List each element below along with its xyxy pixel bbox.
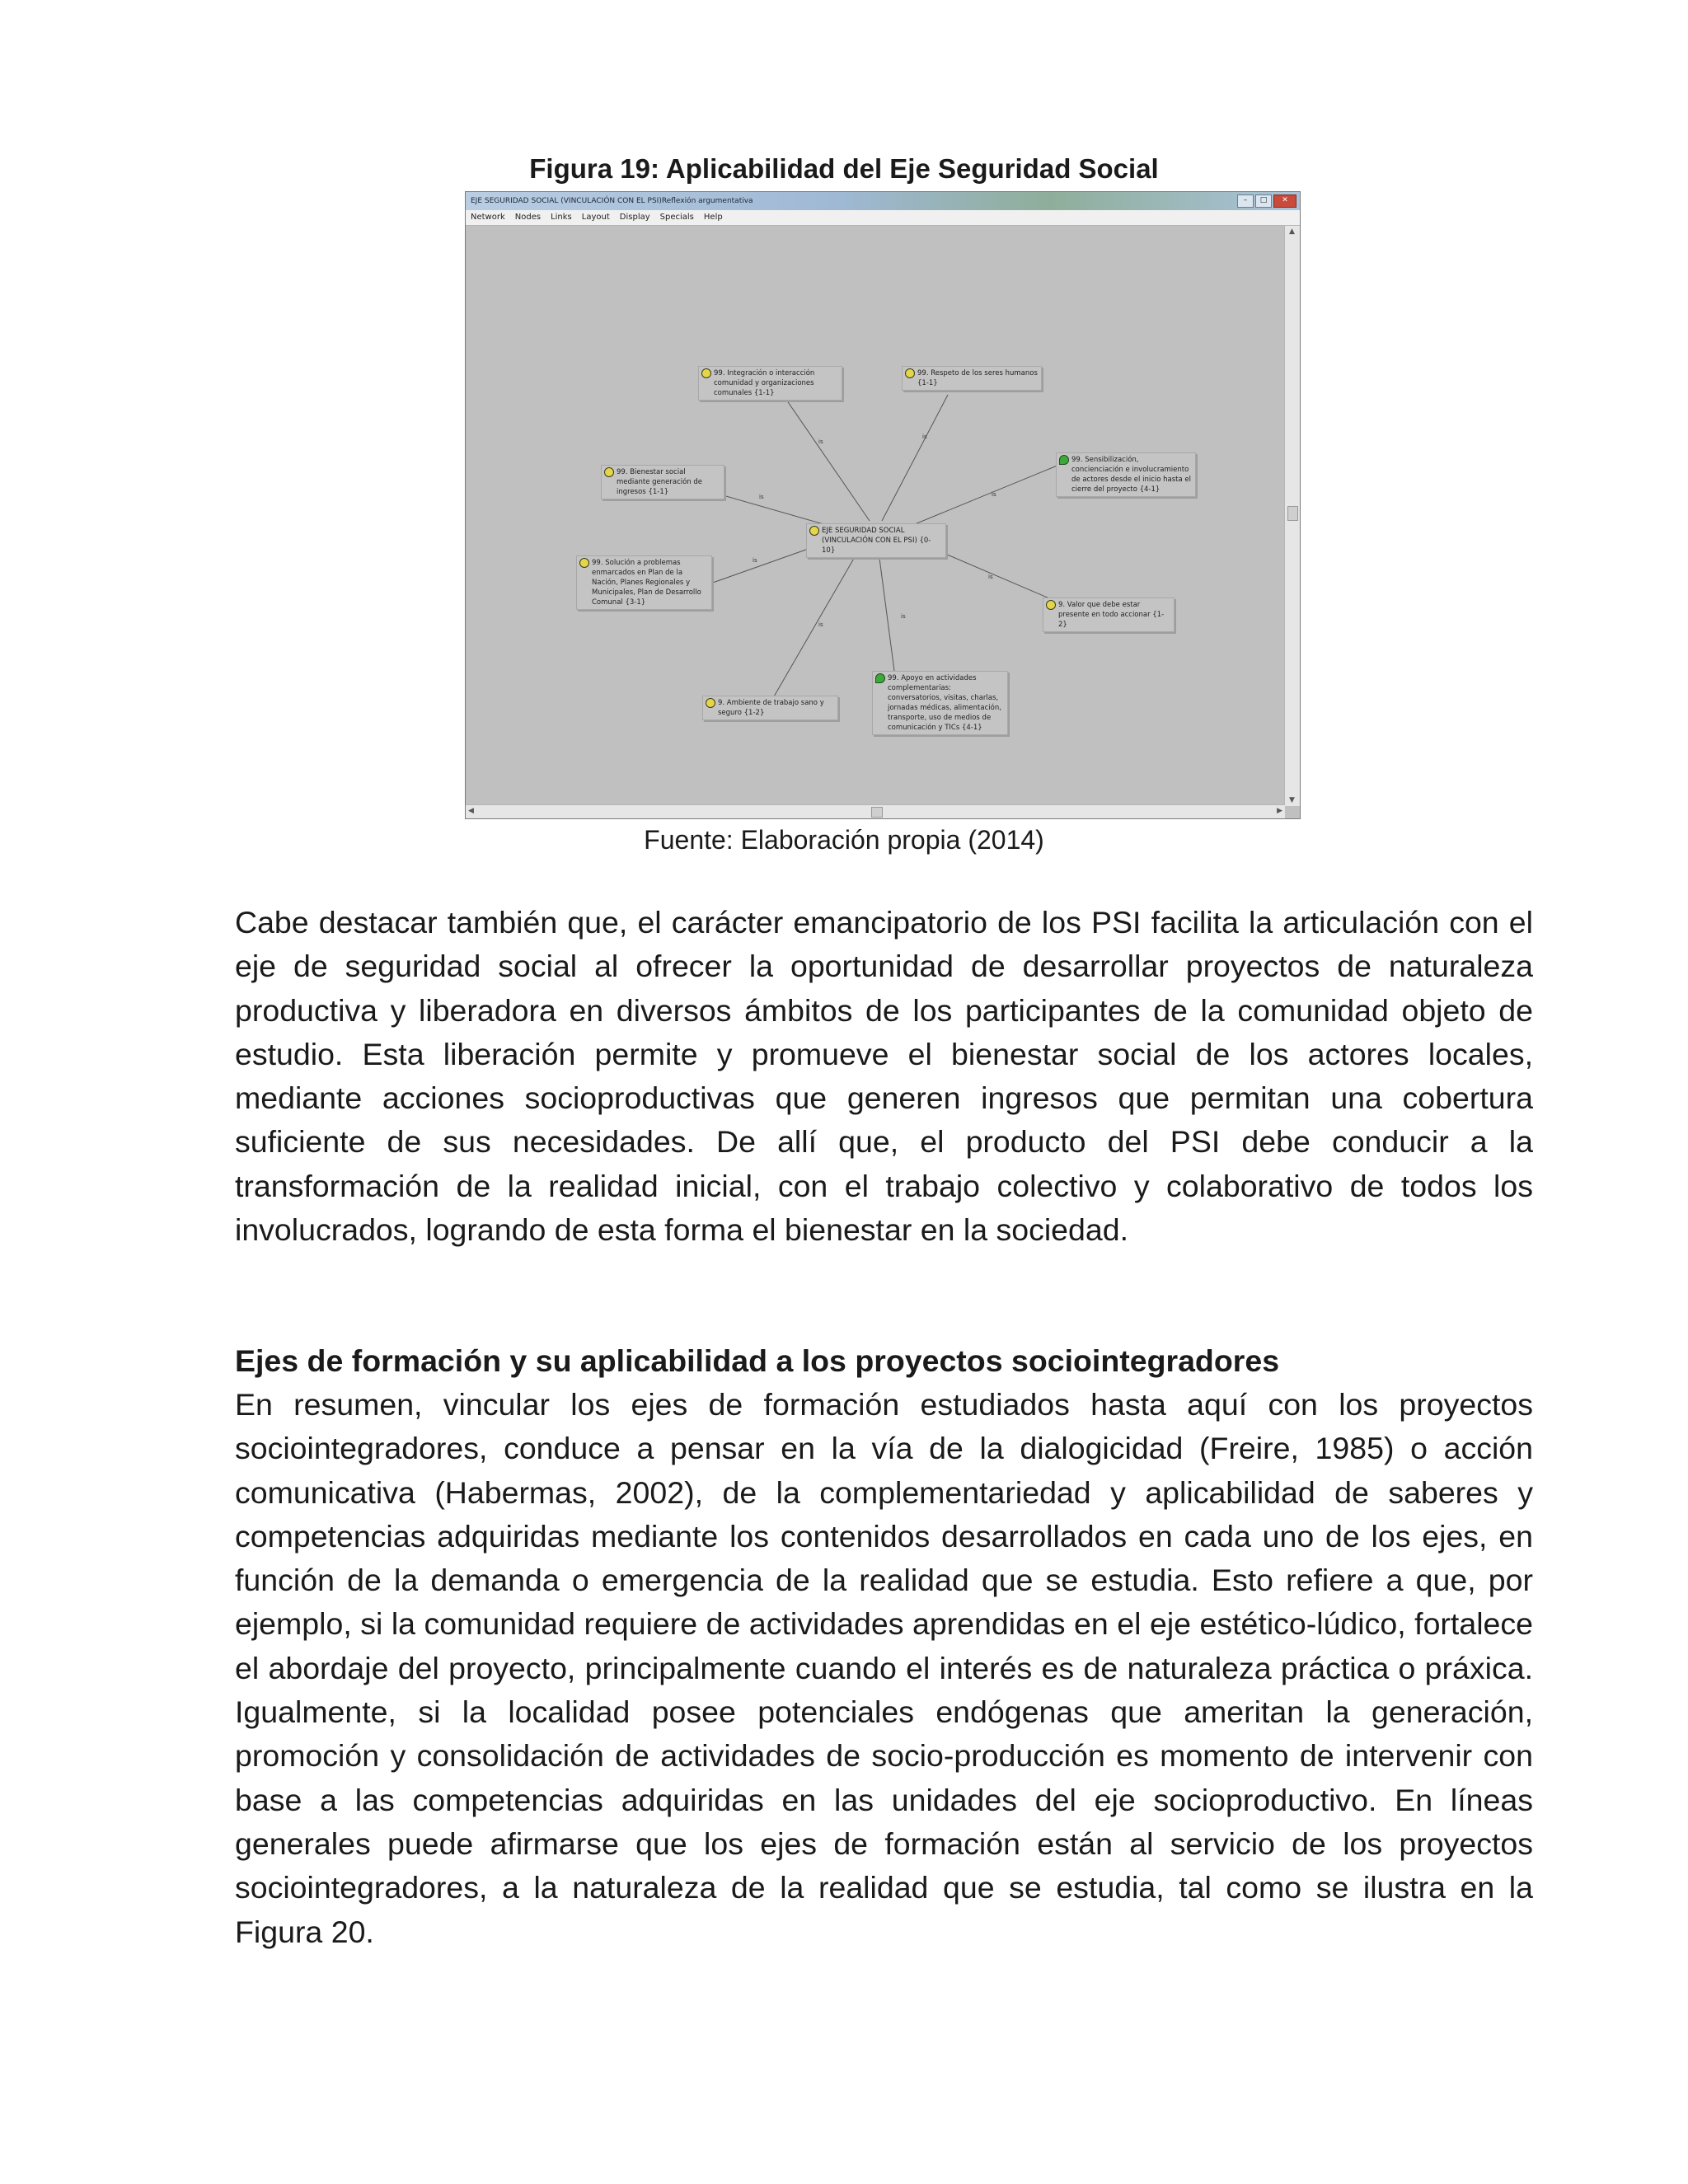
- horizontal-scroll-thumb[interactable]: [871, 807, 883, 818]
- node-valor[interactable]: 9. Valor que debe estar presente en todo accionar {1-2}: [1043, 598, 1175, 632]
- menu-network[interactable]: Network: [471, 213, 505, 222]
- window-title: EJE SEGURIDAD SOCIAL (VINCULACIÓN CON EL PSI)Reflexión argumentativa: [471, 197, 753, 205]
- node-sensibilizacion[interactable]: 99. Sensibilización, concienciación e involucramiento de actores desde el inicio hasta el cierre del proyecto {4-1}: [1056, 452, 1196, 497]
- star-icon: [905, 368, 915, 378]
- close-icon[interactable]: ✕: [1273, 194, 1296, 208]
- edge-label: is: [922, 434, 927, 440]
- paragraph-2: En resumen, vincular los ejes de formación estudiados hasta aquí con los proyectos sociointegradores, conduce a pensar en la vía de la dialogicidad (Freire, 1985) o acción comunicativa (Habermas, 2002), de la complementariedad y aplicabilidad de saberes y competencias adquiridas mediante los contenidos desarrollados en cada uno de los ejes, en función de la demanda o emergencia de la realidad que se estudia. Esto refiere a que, por ejemplo, si la comunidad requiere de actividades aprendidas en el eje estético-lúdico, fortalece el abordaje del proyecto, principalmente cuando el interés es de naturaleza práctica o práxica. Igualmente, si la localidad posee potenciales endógenas que ameritan la generación, promoción y consolidación de actividades de socio-producción es momento de intervenir con base a las competencias adquiridas en las unidades del eje socioproductivo. En líneas generales puede afirmarse que los ejes de formación están al servicio de los proyectos sociointegradores, a la naturaleza de la realidad que se estudia, tal como se ilustra en la Figura 20.: [235, 1387, 1533, 1949]
- maximize-icon[interactable]: □: [1255, 194, 1272, 208]
- window-titlebar: [466, 192, 1300, 210]
- minimize-icon[interactable]: –: [1237, 194, 1254, 208]
- menu-display[interactable]: Display: [619, 213, 650, 222]
- scroll-down-icon[interactable]: ▼: [1289, 796, 1295, 804]
- horizontal-scrollbar[interactable]: [466, 804, 1285, 818]
- edge-label: is: [753, 557, 757, 564]
- edge-label: is: [992, 491, 996, 498]
- link-respeto: [882, 395, 948, 521]
- edge-label: is: [818, 438, 823, 445]
- menu-bar: [466, 210, 1300, 226]
- link-integracion: [783, 395, 870, 521]
- section-heading: Ejes de formación y su aplicabilidad a los proyectos sociointegradores: [235, 1343, 1280, 1378]
- vertical-scroll-thumb[interactable]: [1287, 506, 1298, 521]
- link-apoyo: [878, 546, 894, 671]
- edge-label: is: [759, 494, 764, 500]
- figure-title: Figura 19: Aplicabilidad del Eje Seguridad Social: [529, 153, 1159, 184]
- edge-label: is: [988, 574, 993, 580]
- network-window: [465, 191, 1301, 819]
- menu-specials[interactable]: Specials: [659, 213, 694, 222]
- star-icon: [809, 526, 819, 536]
- pin-icon: [875, 673, 885, 683]
- menu-help[interactable]: Help: [703, 213, 723, 222]
- star-icon: [579, 558, 589, 568]
- network-canvas[interactable]: [466, 226, 1285, 806]
- menu-nodes[interactable]: Nodes: [514, 213, 542, 222]
- scroll-left-icon[interactable]: ◀: [468, 807, 474, 815]
- link-ambiente: [771, 546, 861, 702]
- node-integracion[interactable]: 99. Integración o interacción comunidad y organizaciones comunales {1-1}: [698, 366, 842, 401]
- node-ambiente[interactable]: 9. Ambiente de trabajo sano y seguro {1-2}: [702, 696, 838, 720]
- edge-label: is: [818, 621, 823, 628]
- paragraph-1: Cabe destacar también que, el carácter emancipatorio de los PSI facilita la articulación con el eje de seguridad social al ofrecer la oportunidad de desarrollar proyectos de naturaleza productiva y liberadora en diversos ámbitos de los participantes de la comunidad objeto de estudio. Esta liberación permite y promueve el bienestar social de los actores locales, mediante acciones socioproductivas que generen ingresos que permitan una cobertura suficiente de sus necesidades. De allí que, el producto del PSI debe conducir a la transformación de la realidad inicial, con el trabajo colectivo y colaborativo de todos los involucrados, logrando de esta forma el bienestar en la sociedad.: [235, 905, 1533, 1248]
- star-icon: [604, 467, 614, 477]
- star-icon: [706, 698, 715, 708]
- node-solucion[interactable]: 99. Solución a problemas enmarcados en Plan de la Nación, Planes Regionales y Municipales, Plan de Desarrollo Comunal {3-1}: [576, 555, 712, 610]
- node-bienestar[interactable]: 99. Bienestar social mediante generación de ingresos {1-1}: [601, 465, 724, 499]
- node-apoyo[interactable]: 99. Apoyo en actividades complementarias: conversatorios, visitas, charlas, jornadas médicas, alimentación, transporte, uso de medios de comunicación y TICs {4-1}: [872, 671, 1008, 735]
- menu-layout[interactable]: Layout: [581, 213, 610, 222]
- pin-icon: [1059, 455, 1069, 465]
- link-sensibilizacion: [911, 465, 1059, 526]
- figure-caption: Fuente: Elaboración propia (2014): [644, 825, 1044, 855]
- node-respeto[interactable]: 99. Respeto de los seres humanos {1-1}: [902, 366, 1042, 391]
- node-center[interactable]: EJE SEGURIDAD SOCIAL (VINCULACIÓN CON EL PSI) {0-10}: [806, 523, 946, 558]
- star-icon: [1046, 600, 1056, 610]
- scroll-right-icon[interactable]: ▶: [1277, 807, 1282, 815]
- menu-links[interactable]: Links: [551, 213, 572, 222]
- scroll-up-icon[interactable]: ▲: [1289, 227, 1295, 236]
- star-icon: [701, 368, 711, 378]
- edge-label: is: [901, 613, 906, 620]
- vertical-scrollbar[interactable]: [1284, 226, 1300, 806]
